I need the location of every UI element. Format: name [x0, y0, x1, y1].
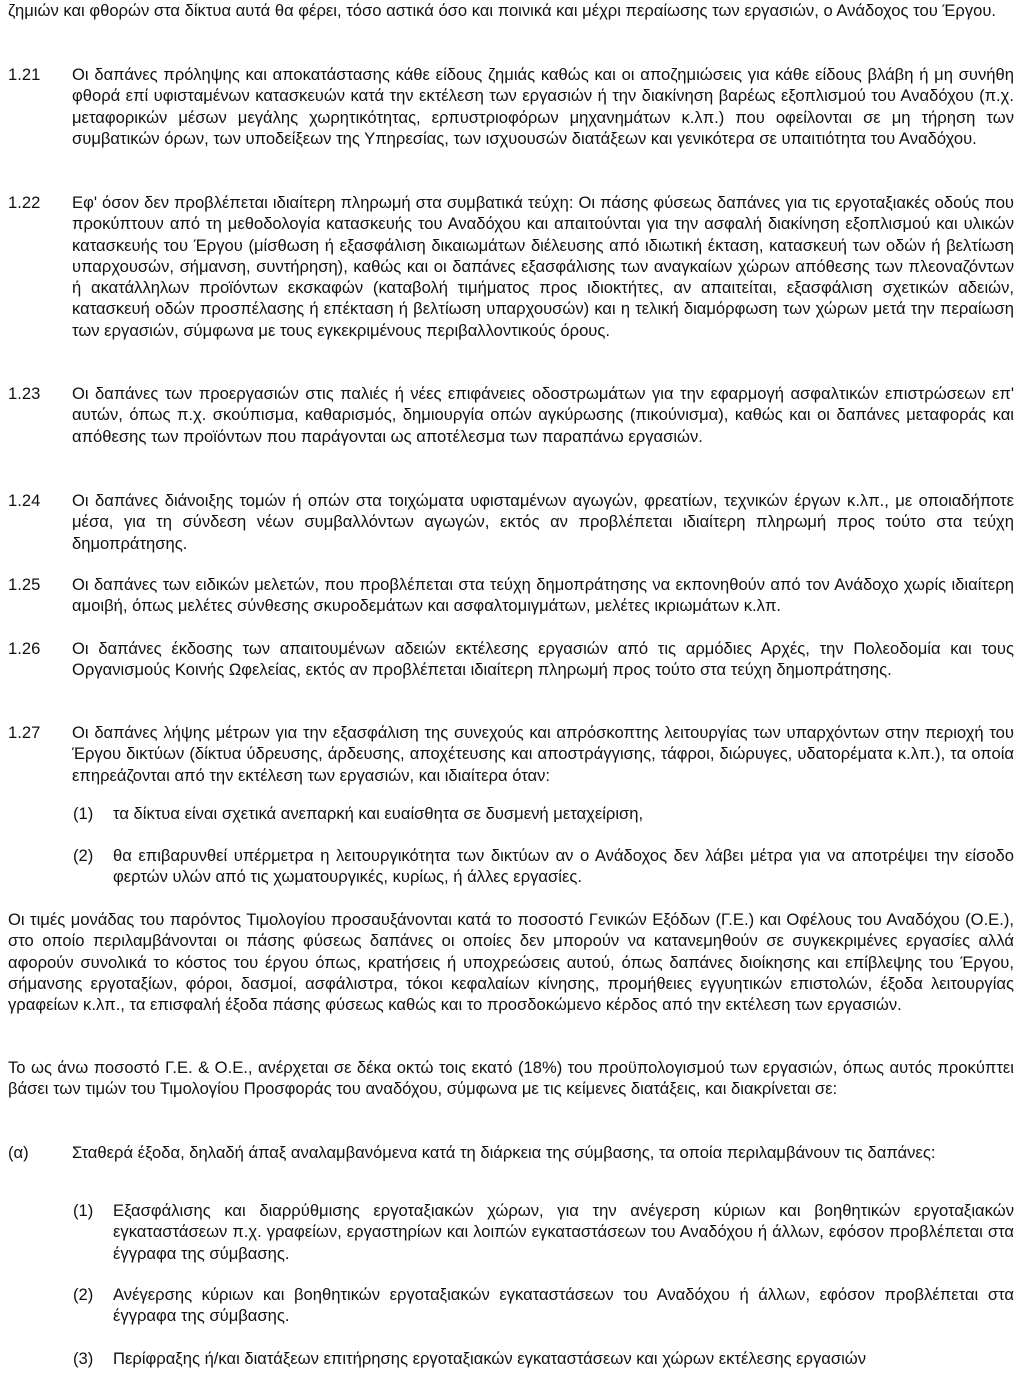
clause-1-21: [8, 64, 1014, 149]
clause-number: 1.25: [8, 575, 41, 594]
clause-1-27: [8, 722, 1014, 786]
paragraph-general-expenses: Οι τιμές μονάδας του παρόντος Τιμολογίου προσαυξάνονται κατά το ποσοστό Γενικών Εξόδων (Γ.Ε.) και Οφέλους του Αναδόχου (Ο.Ε.), στο οποίο περιλαμβάνονται οι πάσης φύσεως δαπάνες οι οποίες δεν μπορούν να κατανεμηθούν σε συγκεκριμένες εργασίες αλλά αφορούν συνολικά το κόστος του έργου όπως, κρατήσεις ή υποχρεώσεις αυτού, όπως δαπάνες διοίκησης και επίβλεψης του Έργου, σήμανσης εργοταξίων, φόροι, δασμοί, ασφάλιστρα, τόκοι κεφαλαίων κίνησης, προμήθειες εγγυητικών επιστολών, έξοδα λειτουργίας γραφείων κ.λπ., τα επισφαλή έξοδα πάσης φύσεως καθώς και το προσδοκώμενο κέρδος από την εκτέλεση των εργασιών.: [8, 910, 1014, 1015]
item-a-subitem-1: [8, 1200, 1014, 1264]
clause-1-23: [8, 383, 1014, 447]
item-a-subitem-3: [8, 1348, 1014, 1369]
item-text: τα δίκτυα είναι σχετικά ανεπαρκή και ευαίσθητα σε δυσμενή μεταχείριση,: [113, 804, 644, 823]
clause-number: 1.22: [8, 193, 41, 212]
clause-1-26: [8, 638, 1014, 681]
item-text: Εξασφάλισης και διαρρύθμισης εργοταξιακών χώρων, για την ανέγερση κύριων και βοηθητικών εργοταξιακών εγκαταστάσεων π.χ. γραφείων, εργαστηρίων και λοιπών εγκαταστάσεων του Αναδόχου ή άλλων, εφόσον προβλέπεται στα έγγραφα της σύμβασης.: [113, 1201, 1014, 1263]
item-letter: (α): [8, 1143, 29, 1162]
clause-1-24: [8, 490, 1014, 554]
item-text: θα επιβαρυνθεί υπέρμετρα η λειτουργικότητα των δικτύων αν ο Ανάδοχος δεν λάβει μέτρα για να αποτρέψει την είσοδο φερτών υλών από τις χωματουργικές, κυρίως, ή άλλες εργασίες.: [113, 846, 1014, 887]
clause-number: 1.24: [8, 491, 41, 510]
clause-text: Οι δαπάνες πρόληψης και αποκατάστασης κάθε είδους ζημιάς καθώς και οι αποζημιώσεις για κάθε είδους βλάβη ή μη συνήθη φθορά επί υφισταμένων κατασκευών κατά την εκτέλεση των εργασιών ή την διακίνηση βαρέως εξοπλισμού του Αναδόχου (π.χ. μεταφορικών μέσων μεγάλης χωρητικότητας, ερπυστριοφόρων μηχανημάτων κ.λπ.) που οφείλονται σε μη τήρηση των συμβατικών όρων, των υποδείξεων της Υπηρεσίας, των ισχυουσών διατάξεων και γενικότερα σε υπαιτιότητα του Αναδόχου.: [72, 65, 1014, 148]
item-number: (1): [73, 1201, 94, 1220]
clause-text: Οι δαπάνες των προεργασιών στις παλιές ή νέες επιφάνειες οδοστρωμάτων για την εφαρμογή ασφαλτικών επιστρώσεων επ' αυτών, όπως π.χ. σκούπισμα, καθαρισμός, δημιουργία οπών αγκύρωσης (πικούνισμα), καθώς και οι δαπάνες μεταφοράς και απόθεσης των προϊόντων που παράγονται ως αποτέλεσμα των παραπάνω εργασιών.: [72, 384, 1014, 446]
item-a-subitem-2: [8, 1284, 1014, 1327]
intro-continuation: ζημιών και φθορών στα δίκτυα αυτά θα φέρει, τόσο αστικά όσο και ποινικά και μέχρι περαίωσης των εργασιών, ο Ανάδοχος του Έργου.: [8, 1, 997, 20]
clause-1-25: [8, 574, 1014, 617]
clause-number: 1.21: [8, 65, 41, 84]
item-text: Περίφραξης ή/και διατάξεων επιτήρησης εργοταξιακών εγκαταστάσεων και χώρων εκτέλεσης εργασιών: [113, 1349, 867, 1368]
clause-1-27-item-2: [8, 845, 1014, 888]
clause-text: Οι δαπάνες των ειδικών μελετών, που προβλέπεται στα τεύχη δημοπράτησης να εκπονηθούν από τον Ανάδοχο χωρίς ιδιαίτερη αμοιβή, όπως μελέτες σύνθεσης σκυροδεμάτων και ασφαλτομιγμάτων, μελέτες ικριωμάτων κ.λπ.: [72, 575, 1014, 616]
item-number: (2): [73, 846, 94, 865]
clause-1-27-item-1: [8, 803, 1014, 824]
paragraph-percentage: Το ως άνω ποσοστό Γ.Ε. & Ο.Ε., ανέρχεται σε δέκα οκτώ τοις εκατό (18%) του προϋπολογισμού των εργασιών, όπως αυτός προκύπτει βάσει των τιμών του Τιμολογίου Προσφοράς του αναδόχου, σύμφωνα με τις κείμενες διατάξεις, και διακρίνεται σε:: [8, 1058, 1014, 1099]
item-number: (1): [73, 804, 94, 823]
clause-text: Οι δαπάνες λήψης μέτρων για την εξασφάλιση της συνεχούς και απρόσκοπτης λειτουργίας των υπαρχόντων στην περιοχή του Έργου δικτύων (δίκτυα ύδρευσης, άρδευσης, αποχέτευσης και αποστράγγισης, τάφροι, διώρυγες, υδατορέματα κ.λπ.), τα οποία επηρεάζονται από την εκτέλεση των εργασιών, και ιδιαίτερα όταν:: [72, 723, 1014, 785]
item-text: Ανέγερσης κύριων και βοηθητικών εργοταξιακών εγκαταστάσεων του Αναδόχου ή άλλων, εφόσον προβλέπεται στα έγγραφα της σύμβασης.: [113, 1285, 1014, 1326]
item-number: (2): [73, 1285, 94, 1304]
item-a: [8, 1142, 1014, 1163]
clause-number: 1.26: [8, 639, 41, 658]
item-number: (3): [73, 1349, 94, 1368]
clause-number: 1.27: [8, 723, 41, 742]
clause-text: Οι δαπάνες διάνοιξης τομών ή οπών στα τοιχώματα υφισταμένων αγωγών, φρεατίων, τεχνικών έργων κ.λπ., με οποιαδήποτε μέσα, για τη σύνδεση νέων συμβαλλόντων αγωγών, εκτός αν προβλέπεται ιδιαίτερη πληρωμή προς τούτο στα τεύχη δημοπράτησης.: [72, 491, 1014, 553]
clause-text: Εφ' όσον δεν προβλέπεται ιδιαίτερη πληρωμή στα συμβατικά τεύχη: Οι πάσης φύσεως δαπάνες για τις εργοταξιακές οδούς που προκύπτουν από τη μεθοδολογία κατασκευής του Αναδόχου και απαιτούνται για την ασφαλή διακίνηση εξοπλισμού και υλικών κατασκευής του Έργου (μίσθωση ή εξασφάλιση δικαιωμάτων διέλευσης από ιδιωτική έκταση, κατασκευή των οδών ή βελτίωση υπαρχουσών, σήμανση, συντήρηση), καθώς και οι δαπάνες εξασφάλισης των αναγκαίων χώρων απόθεσης των πλεοναζόντων ή ακατάλληλων προϊόντων εκσκαφών (καταβολή τιμήματος προς ιδιοκτήτες, αν απαιτείται, εξασφάλιση σχετικών αδειών, κατασκευή οδών προσπέλασης ή επέκταση ή βελτίωση υπαρχουσών) και η τελική διαμόρφωση των χώρων μετά την περαίωση των εργασιών, σύμφωνα με τους εγκεκριμένους περιβαλλοντικούς όρους.: [72, 193, 1014, 340]
clause-text: Οι δαπάνες έκδοσης των απαιτουμένων αδειών εκτέλεσης εργασιών από τις αρμόδιες Αρχές, την Πολεοδομία και τους Οργανισμούς Κοινής Ωφελείας, εκτός αν προβλέπεται ιδιαίτερη πληρωμή προς τούτο στα τεύχη δημοπράτησης.: [72, 639, 1014, 680]
item-text: Σταθερά έξοδα, δηλαδή άπαξ αναλαμβανόμενα κατά τη διάρκεια της σύμβασης, τα οποία περιλαμβάνουν τις δαπάνες:: [72, 1143, 936, 1162]
clause-1-22: [8, 192, 1014, 341]
clause-number: 1.23: [8, 384, 41, 403]
